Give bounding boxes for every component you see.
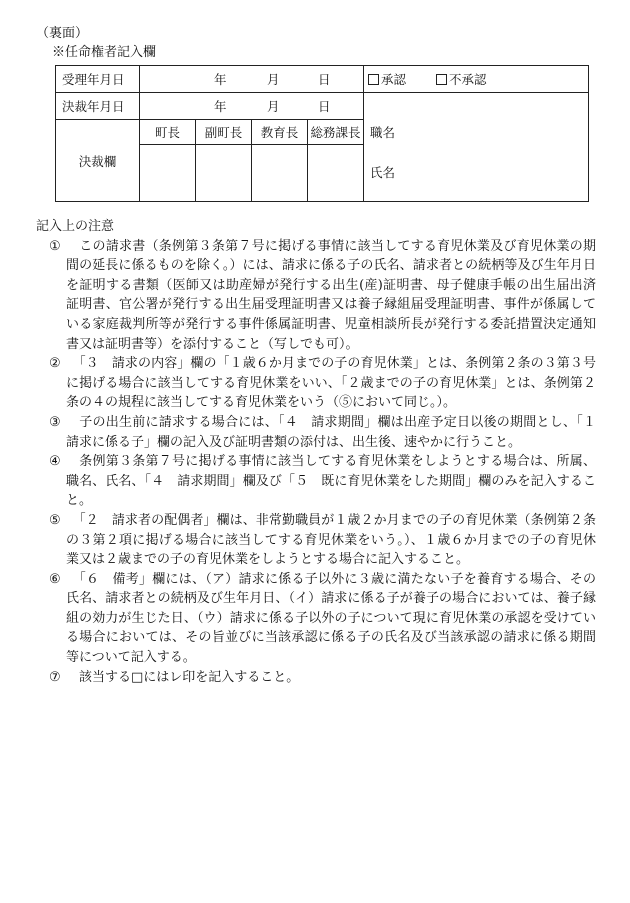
- role-deputy-mayor: 副町長: [196, 120, 252, 145]
- seal-box-general-affairs-chief[interactable]: [308, 145, 364, 202]
- decision-month-unit: 月: [267, 99, 280, 114]
- note-item: [36, 413, 610, 452]
- note-number: ⑤: [49, 512, 61, 528]
- note-text: 「２ 請求者の配偶者」欄は、非常勤職員が１歳２か月までの子の育児休業（条例第２条の３第２項に掲げる場合に該当してする育児休業をいう。）、１歳６か月までの子の育児休業又は２歳までの子の育児休業をしようとする場合に記入すること。: [66, 512, 596, 568]
- approve-checkbox[interactable]: [368, 74, 379, 85]
- role-general-affairs-chief: 総務課長: [308, 120, 364, 145]
- note-number: ⑥: [49, 571, 61, 587]
- note-number: ④: [49, 454, 61, 470]
- received-year-unit: 年: [214, 72, 227, 87]
- note-number: ③: [49, 414, 61, 430]
- reverse-side-label: （裏面）: [36, 26, 89, 41]
- received-date-field[interactable]: [140, 66, 364, 93]
- decision-day-unit: 日: [318, 99, 331, 114]
- name-label: 氏名: [370, 165, 396, 180]
- decision-year-unit: 年: [214, 99, 227, 114]
- note-item: [36, 668, 596, 688]
- note-item: [36, 354, 596, 413]
- seal-box-deputy-mayor[interactable]: [196, 145, 252, 202]
- note-text: 該当する□にはレ印を記入すること。: [66, 669, 300, 685]
- disapprove-checkbox[interactable]: [436, 74, 447, 85]
- officer-field[interactable]: [364, 93, 589, 202]
- approval-table: [55, 65, 589, 202]
- decision-date-field[interactable]: [140, 93, 364, 120]
- received-date-label: 受理年月日: [56, 66, 140, 93]
- note-text: 「３ 請求の内容」欄の「１歳６か月までの子の育児休業」とは、条例第２条の３第３号に掲げる場合に該当してする育児休業をいい、「２歳までの子の育児休業」とは、条例第２条の４の規程に該当してする育児休業をいう（⑤において同じ。）。: [66, 356, 596, 411]
- note-number: ①: [49, 238, 61, 254]
- note-text: 子の出生前に請求する場合には、「４ 請求期間」欄は出産予定日以後の期間とし、「１ 請求に係る子」欄の記入及び証明書類の添付は、出生後、速やかに行うこと。: [66, 414, 610, 450]
- received-day-unit: 日: [318, 72, 331, 87]
- page-header: [36, 24, 156, 62]
- note-number: ⑦: [49, 669, 61, 685]
- position-label: 職名: [370, 125, 396, 140]
- notes-heading: 記入上の注意: [36, 219, 115, 234]
- received-month-unit: 月: [267, 72, 280, 87]
- notes-section: [36, 217, 610, 687]
- approve-label: 承認: [381, 72, 407, 87]
- seal-box-education-superintendent[interactable]: [252, 145, 308, 202]
- note-item: [36, 570, 596, 668]
- decision-date-label: 決裁年月日: [56, 93, 140, 120]
- note-item: [36, 511, 596, 570]
- disapprove-label: 不承認: [448, 72, 487, 87]
- decision-column-label: 決裁欄: [56, 120, 140, 202]
- note-text: 条例第３条第７号に掲げる事情に該当してする育児休業をしようとする場合は、所属、職名、氏名、「４ 請求期間」欄及び「５ 既に育児休業をした期間」欄のみを記入すること。: [66, 454, 596, 509]
- note-item: [36, 237, 596, 355]
- role-education-superintendent: 教育長: [252, 120, 308, 145]
- role-mayor: 町長: [140, 120, 196, 145]
- note-number: ②: [49, 356, 61, 372]
- appointer-section-label: ※任命権者記入欄: [52, 45, 157, 60]
- approval-status-field: [364, 66, 589, 93]
- note-item: [36, 452, 596, 511]
- seal-box-mayor[interactable]: [140, 145, 196, 202]
- note-text: この請求書（条例第３条第７号に掲げる事情に該当してする育児休業及び育児休業の期間の延長に係るものを除く。）には、請求に係る子の氏名、請求者との続柄等及び生年月日を証明する書類（医師又は助産婦が発行する出生(産)証明書、母子健康手帳の出生届出済証明書、官公署が発行する出生届受理証明書又は養子縁組届受理証明書、事件が係属している家庭裁判所等が発行する事件係属証明書、児童相談所長が発行する委託措置決定通知書又は証明書等）を添付すること（写しでも可）。: [66, 238, 596, 352]
- note-text: 「６ 備考」欄には、（ア）請求に係る子以外に３歳に満たない子を養育する場合、その氏名、請求者との続柄及び生年月日、（イ）請求に係る子が養子の場合においては、養子縁組の効力が生じた日、（ウ）請求に係る子以外の子について現に育児休業の承認を受けている場合においては、その旨並びに当該承認に係る子の氏名及び当該承認の請求に係る期間等について記入する。: [66, 571, 596, 666]
